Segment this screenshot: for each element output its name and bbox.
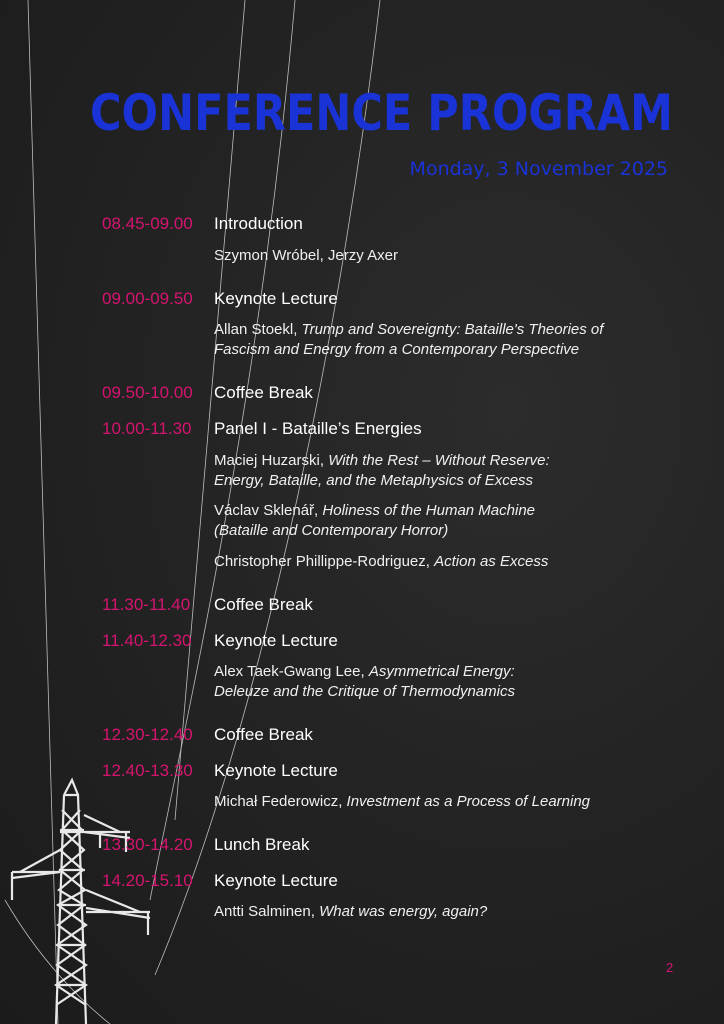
time-slot: 11.30-11.40 <box>102 595 191 614</box>
time-slot: 09.50-10.00 <box>102 383 193 402</box>
talk <box>214 552 548 572</box>
talk <box>214 902 487 922</box>
time-slot: 13.30-14.20 <box>102 835 193 854</box>
talk-title: Investment as a Process of Learning <box>346 793 591 810</box>
speaker-name: Christopher Phillippe-Rodriguez, <box>214 553 435 570</box>
session-title: Lunch Break <box>214 835 310 854</box>
page-number: 2 <box>666 960 674 975</box>
speaker-name: Allan Stoekl, <box>214 321 302 338</box>
session-title: Introduction <box>214 214 303 233</box>
session-title: Keynote Lecture <box>214 289 338 308</box>
talk-title: Asymmetrical Energy: <box>368 663 515 680</box>
speaker-name: Václav Sklenář, <box>214 502 323 519</box>
talk-title: Holiness of the Human Machine <box>322 502 535 519</box>
speaker-name: Alex Taek-Gwang Lee, <box>214 663 369 680</box>
session-title: Coffee Break <box>214 383 313 402</box>
talk <box>214 320 603 360</box>
time-slot: 10.00-11.30 <box>102 419 192 438</box>
talk-title: What was energy, again? <box>319 903 488 920</box>
session-title: Keynote Lecture <box>214 631 338 650</box>
talk-title: Trump and Sovereignty: Bataille's Theories of <box>301 321 604 338</box>
talk <box>214 451 550 491</box>
time-slot: 12.40-13.30 <box>102 761 193 780</box>
talk-title-continued: Fascism and Energy from a Contemporary Perspective <box>214 341 580 358</box>
session-title: Keynote Lecture <box>214 761 338 780</box>
speakers: Szymon Wróbel, Jerzy Axer <box>214 247 398 264</box>
page-title: CONFERENCE PROGRAM <box>90 84 673 142</box>
speaker-name: Antti Salminen, <box>214 903 320 920</box>
talk-title: Action as Excess <box>434 553 549 570</box>
speaker-name: Maciej Huzarski, <box>214 452 329 469</box>
time-slot: 08.45-09.00 <box>102 214 193 233</box>
talk <box>214 792 590 812</box>
talk-title-continued: Deleuze and the Critique of Thermodynamics <box>214 683 515 700</box>
time-slot: 12.30-12.40 <box>102 725 193 744</box>
talk-title-continued: (Bataille and Contemporary Horror) <box>214 522 449 539</box>
session-title: Keynote Lecture <box>214 871 338 890</box>
session-title: Panel I - Bataille’s Energies <box>214 419 422 438</box>
session-title: Coffee Break <box>214 725 313 744</box>
talk-title: With the Rest – Without Reserve: <box>328 452 550 469</box>
talk <box>214 662 515 702</box>
program-date: Monday, 3 November 2025 <box>409 158 668 180</box>
talk <box>214 501 535 541</box>
time-slot: 09.00-09.50 <box>102 289 193 308</box>
speaker-name: Michał Federowicz, <box>214 793 347 810</box>
time-slot: 11.40-12.30 <box>102 631 192 650</box>
time-slot: 14.20-15.10 <box>102 871 193 890</box>
session-title: Coffee Break <box>214 595 313 614</box>
talk-title-continued: Energy, Bataille, and the Metaphysics of Excess <box>214 472 534 489</box>
